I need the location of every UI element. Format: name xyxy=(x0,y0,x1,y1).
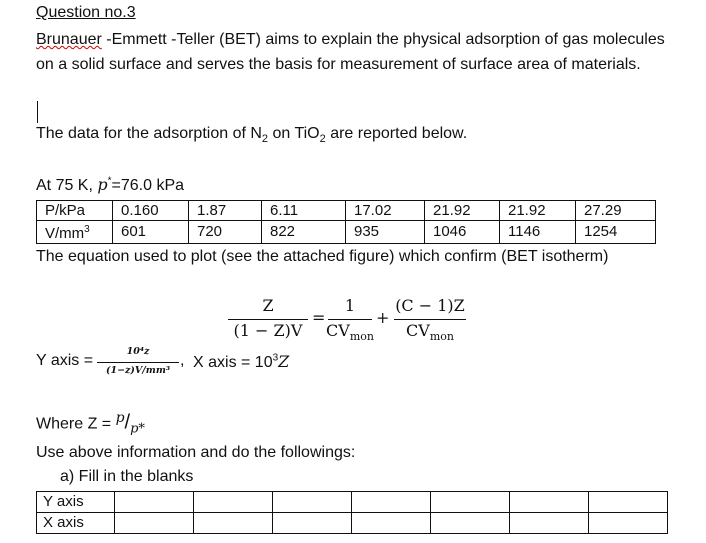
row-label-x-axis: X axis xyxy=(37,513,115,534)
row-label-pressure: P/kPa xyxy=(37,201,113,221)
where-definition: Where $Z = ^p/_{p*}$ xyxy=(36,410,145,437)
term1-numerator: 1 xyxy=(344,296,356,315)
table-cell: 720 xyxy=(189,221,262,244)
table-row xyxy=(37,492,668,513)
lhs-denominator: (1 − Z)V xyxy=(233,321,303,340)
row-label-volume: $V/mm^3$ xyxy=(37,221,113,244)
blank-answer-table xyxy=(36,491,668,534)
axes-separator: , xyxy=(180,352,185,369)
spellcheck-word[interactable]: Brunauer xyxy=(36,31,102,48)
blank-cell[interactable] xyxy=(589,513,668,534)
table-cell: 0.160 xyxy=(113,201,189,221)
y-axis-numerator: 10⁴z xyxy=(126,346,150,357)
task-a: a) Fill in the blanks xyxy=(60,468,194,485)
conditions: At 75 K, p*=76.0 kPa xyxy=(36,175,185,194)
blank-cell[interactable] xyxy=(431,513,510,534)
blank-cell[interactable] xyxy=(273,492,352,513)
blank-cell[interactable] xyxy=(352,492,431,513)
plus-sign: + xyxy=(376,308,390,327)
term1-denominator: $CV_{mon}$ xyxy=(326,321,374,344)
term2-numerator: (C − 1)Z xyxy=(395,296,465,315)
fraction-bar xyxy=(394,319,466,320)
data-intro: The data for the adsorption of $N_2$ on TiO$_2$ are reported below. xyxy=(36,125,468,146)
text-cursor xyxy=(37,101,38,123)
fraction-bar xyxy=(328,319,372,320)
question-title: Question no.3 xyxy=(36,4,136,21)
term2-denominator: $CV_{mon}$ xyxy=(406,321,454,344)
blank-cell[interactable] xyxy=(273,513,352,534)
blank-cell[interactable] xyxy=(194,513,273,534)
table-cell: 21.92 xyxy=(425,201,500,221)
blank-cell[interactable] xyxy=(115,492,194,513)
adsorption-data-table xyxy=(36,200,656,244)
table-cell: 935 xyxy=(346,221,425,244)
table-cell: 6.11 xyxy=(262,201,346,221)
equation-note: The equation used to plot (see the attached figure) which confirm (BET isotherm) xyxy=(36,248,609,265)
table-cell: 17.02 xyxy=(346,201,425,221)
lhs-numerator: Z xyxy=(262,296,274,315)
blank-cell[interactable] xyxy=(510,513,589,534)
table-cell: 822 xyxy=(262,221,346,244)
blank-cell[interactable] xyxy=(431,492,510,513)
table-row-volume xyxy=(37,221,656,244)
blank-cell[interactable] xyxy=(589,492,668,513)
intro-text: -Emmett -Teller (BET) aims to explain the physical adsorption of gas molecules on a solid surface and serves the basis for measurement of surface area of materials. xyxy=(36,31,665,73)
blank-cell[interactable] xyxy=(352,513,431,534)
instruction-text: Use above information and do the followings: xyxy=(36,444,356,461)
table-row-pressure xyxy=(37,201,656,221)
fraction-bar xyxy=(97,362,179,363)
fraction-bar xyxy=(228,319,308,320)
intro-paragraph xyxy=(36,28,686,77)
table-cell: 601 xyxy=(113,221,189,244)
blank-cell[interactable] xyxy=(115,513,194,534)
x-axis-label: X axis = $10^3Z$ xyxy=(193,352,290,371)
table-cell: 27.29 xyxy=(576,201,656,221)
table-cell: 1254 xyxy=(576,221,656,244)
y-axis-label: Y axis = xyxy=(36,352,94,369)
blank-cell[interactable] xyxy=(510,492,589,513)
equals-sign: = xyxy=(312,308,326,327)
row-label-y-axis: Y axis xyxy=(37,492,115,513)
table-cell: 21.92 xyxy=(500,201,576,221)
table-cell: 1.87 xyxy=(189,201,262,221)
blank-cell[interactable] xyxy=(194,492,273,513)
y-axis-denominator: (1−z)V/mm³ xyxy=(105,365,171,376)
table-cell: 1046 xyxy=(425,221,500,244)
table-cell: 1146 xyxy=(500,221,576,244)
table-row xyxy=(37,513,668,534)
